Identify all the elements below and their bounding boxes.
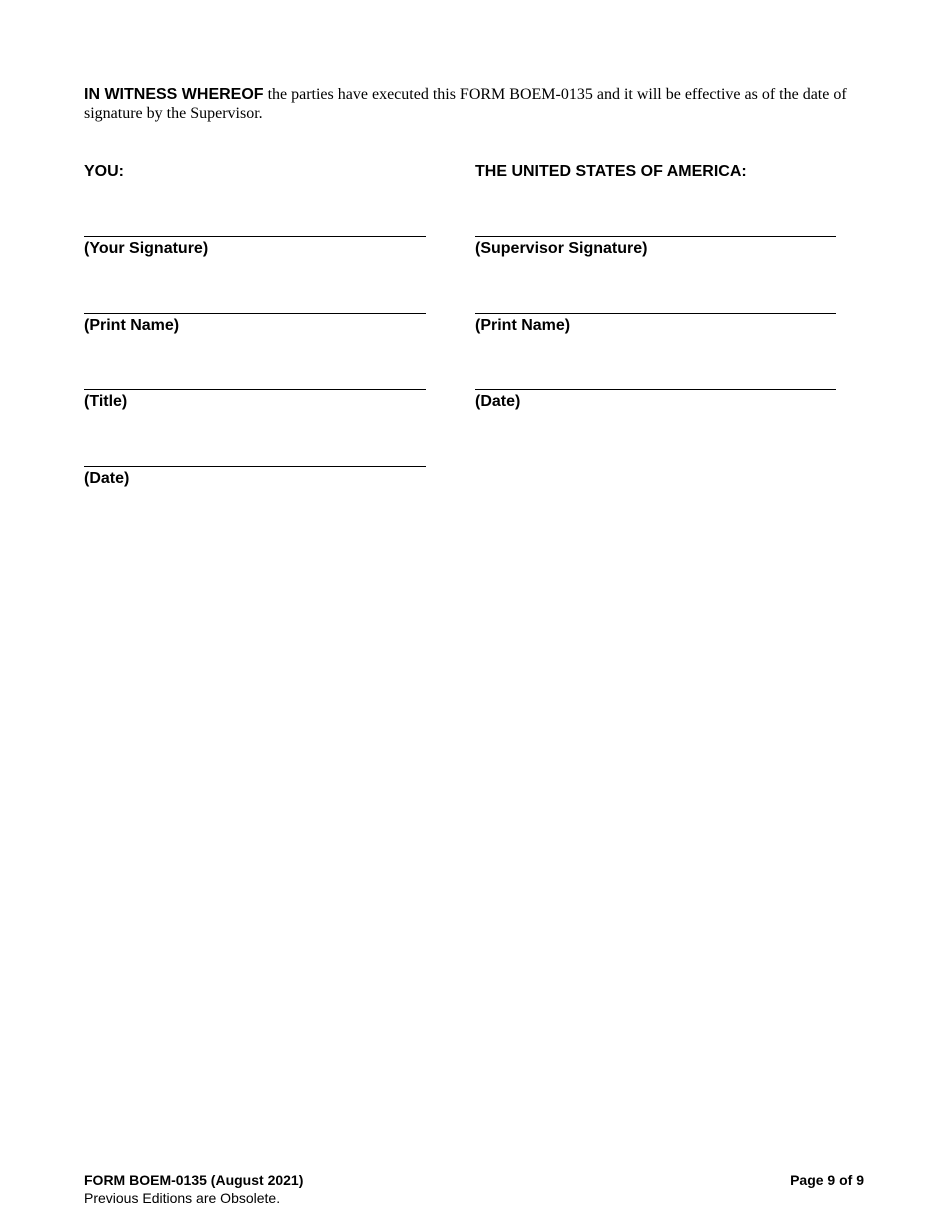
supervisor-date-line[interactable] <box>475 389 836 390</box>
footer-form-id: FORM BOEM-0135 (August 2021) <box>84 1172 304 1188</box>
your-title-line[interactable] <box>84 389 426 390</box>
supervisor-signature-line[interactable] <box>475 236 836 237</box>
your-print-name-label: (Print Name) <box>84 317 180 334</box>
your-print-name-line[interactable] <box>84 313 426 314</box>
footer-note: Previous Editions are Obsolete. <box>84 1190 281 1206</box>
heading-united-states: THE UNITED STATES OF AMERICA: <box>475 163 747 180</box>
supervisor-signature-label: (Supervisor Signature) <box>475 240 648 257</box>
witness-lead: IN WITNESS WHEREOF <box>84 86 264 103</box>
footer-page-number: Page 9 of 9 <box>790 1172 864 1188</box>
your-signature-label: (Your Signature) <box>84 240 209 257</box>
your-date-label: (Date) <box>84 470 130 487</box>
page-footer <box>84 1171 303 1207</box>
witness-text: the parties have executed this FORM BOEM-0135 and it will be effective as of the date of signature by the Supervisor. <box>84 86 847 122</box>
your-signature-line[interactable] <box>84 236 426 237</box>
supervisor-date-label: (Date) <box>475 393 521 410</box>
supervisor-print-name-label: (Print Name) <box>475 317 571 334</box>
witness-paragraph <box>84 85 884 123</box>
your-title-label: (Title) <box>84 393 128 410</box>
heading-you: YOU: <box>84 163 124 180</box>
supervisor-print-name-line[interactable] <box>475 313 836 314</box>
your-date-line[interactable] <box>84 466 426 467</box>
